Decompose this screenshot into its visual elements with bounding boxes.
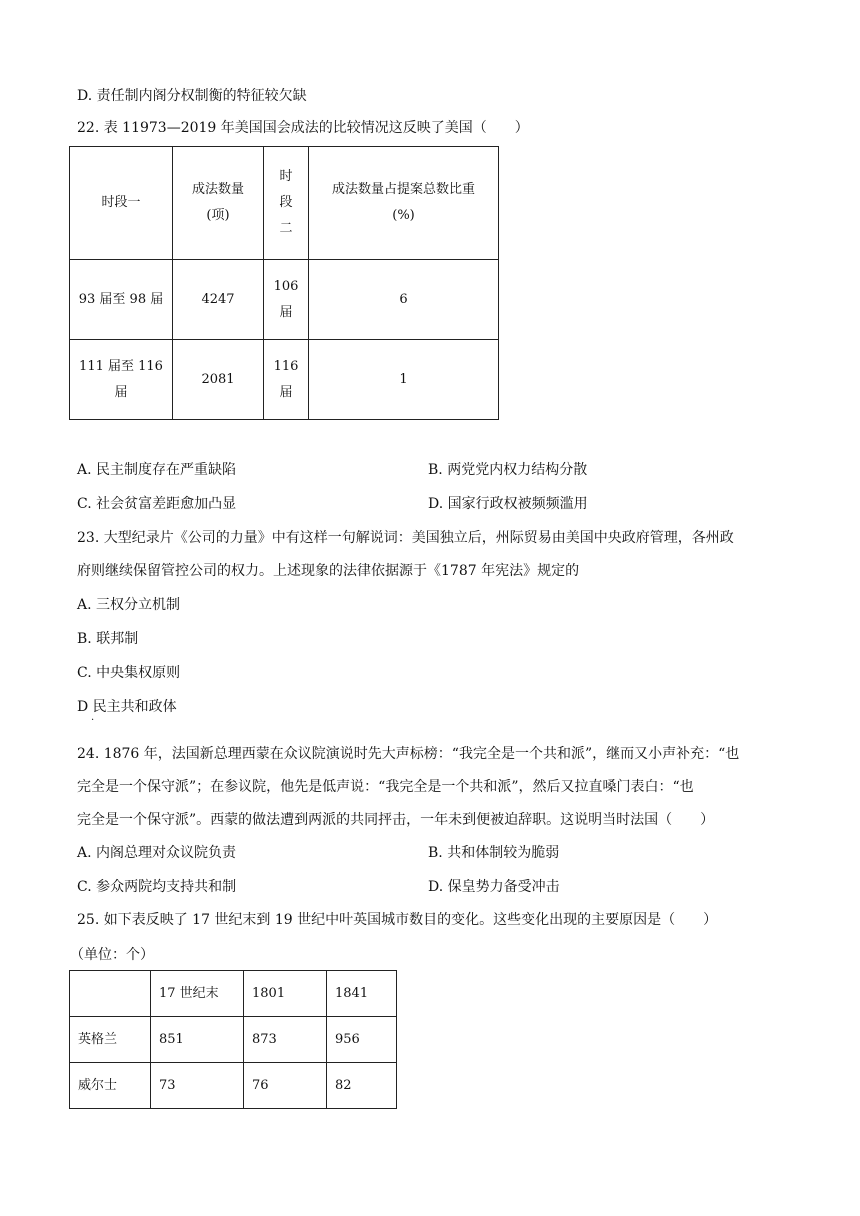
q23-stem-line1: 23. 大型纪录片《公司的力量》中有这样一句解说词：美国独立后，州际贸易由美国中央政府管理，各州政 bbox=[77, 530, 734, 546]
cell-text: 956 bbox=[335, 1031, 360, 1047]
cell-text: 116 届 bbox=[273, 358, 299, 400]
table-cell bbox=[173, 260, 264, 340]
table-cell bbox=[70, 1063, 151, 1109]
q25-unit: （单位：个） bbox=[70, 947, 154, 963]
table-cell bbox=[244, 1063, 327, 1109]
table-header-cell bbox=[327, 971, 397, 1017]
table-row bbox=[70, 1063, 397, 1109]
q22-stem: 22. 表 11973—2019 年美国国会成法的比较情况这反映了美国（ ） bbox=[77, 120, 529, 136]
table-header-row bbox=[70, 147, 499, 260]
table-cell bbox=[70, 260, 173, 340]
cell-text: 英格兰 bbox=[78, 1031, 118, 1047]
table-cell bbox=[151, 1063, 244, 1109]
q22-option-a: A. 民主制度存在严重缺陷 bbox=[77, 462, 237, 478]
table-cell bbox=[151, 1017, 244, 1063]
q22-option-b: B. 两党党内权力结构分散 bbox=[428, 462, 588, 478]
q24-option-d: D. 保皇势力备受冲击 bbox=[428, 879, 560, 895]
cell-text: 1 bbox=[399, 371, 408, 387]
cell-text: 106 届 bbox=[273, 278, 299, 320]
table-cell bbox=[70, 340, 173, 420]
q22-option-c: C. 社会贫富差距愈加凸显 bbox=[77, 496, 237, 512]
q24-option-b: B. 共和体制较为脆弱 bbox=[428, 845, 560, 861]
q24-stem-line1: 24. 1876 年，法国新总理西蒙在众议院演说时先大声标榜：“我完全是一个共和派”，继而又小声补充：“也 bbox=[77, 746, 740, 762]
table-cell bbox=[173, 340, 264, 420]
cell-text: 4247 bbox=[201, 291, 235, 307]
table-header-cell bbox=[151, 971, 244, 1017]
table-cell bbox=[309, 260, 499, 340]
header-text: 1801 bbox=[252, 985, 286, 1001]
q25-stem: 25. 如下表反映了 17 世纪末到 19 世纪中叶英国城市数目的变化。这些变化出现的主要原因是（ ） bbox=[77, 912, 718, 928]
q24-option-a: A. 内阁总理对众议院负责 bbox=[77, 845, 237, 861]
table-header-cell bbox=[244, 971, 327, 1017]
table-cell bbox=[70, 1017, 151, 1063]
table-cell bbox=[309, 340, 499, 420]
cell-text: 111 届至 116 届 bbox=[79, 358, 163, 400]
table-header-cell bbox=[309, 147, 499, 260]
cell-text: 93 届至 98 届 bbox=[78, 291, 164, 307]
table-header-cell bbox=[70, 147, 173, 260]
table-cell bbox=[264, 340, 309, 420]
header-text: 时段一 bbox=[101, 195, 141, 210]
header-text: 时 段 二 bbox=[279, 169, 293, 236]
q22-table bbox=[69, 146, 499, 420]
q24-stem-line2: 完全是一个保守派”；在参议院，他先是低声说：“我完全是一个共和派”，然后又拉直嗓门表白：“也 bbox=[77, 779, 694, 795]
header-text: 成法数量占提案总数比重 (%) bbox=[331, 182, 475, 223]
q23-option-d: D 民主共和政体 bbox=[77, 699, 177, 715]
cell-text: 76 bbox=[252, 1077, 269, 1093]
table-cell bbox=[327, 1063, 397, 1109]
table-row bbox=[70, 260, 499, 340]
cell-text: 851 bbox=[159, 1031, 184, 1047]
cell-text: 2081 bbox=[201, 371, 235, 387]
table-cell bbox=[244, 1017, 327, 1063]
table-cell bbox=[327, 1017, 397, 1063]
header-text: 17 世纪末 bbox=[159, 985, 219, 1001]
cell-text: 6 bbox=[399, 291, 408, 307]
table-row bbox=[70, 1017, 397, 1063]
table-header-cell bbox=[70, 971, 151, 1017]
table-header-cell bbox=[173, 147, 264, 260]
cell-text: 73 bbox=[159, 1077, 176, 1093]
header-text: 成法数量 (项) bbox=[191, 182, 244, 223]
q24-option-c: C. 参众两院均支持共和制 bbox=[77, 879, 237, 895]
header-text: 1841 bbox=[335, 985, 369, 1001]
q25-table bbox=[69, 970, 397, 1109]
q22-option-d: D. 国家行政权被频频滥用 bbox=[428, 496, 588, 512]
q23-option-a: A. 三权分立机制 bbox=[77, 597, 181, 613]
q23-option-b: B. 联邦制 bbox=[77, 631, 139, 647]
q23-option-c: C. 中央集权原则 bbox=[77, 665, 181, 681]
q21-option-d: D. 责任制内阁分权制衡的特征较欠缺 bbox=[77, 88, 307, 104]
table-header-row bbox=[70, 971, 397, 1017]
q23-stem-line2: 府则继续保留管控公司的权力。上述现象的法律依据源于《1787 年宪法》规定的 bbox=[77, 563, 580, 579]
cell-text: 873 bbox=[252, 1031, 277, 1047]
table-row bbox=[70, 340, 499, 420]
stray-dot: . bbox=[91, 712, 95, 723]
cell-text: 威尔士 bbox=[78, 1077, 118, 1093]
table-header-cell bbox=[264, 147, 309, 260]
cell-text: 82 bbox=[335, 1077, 352, 1093]
q24-stem-line3: 完全是一个保守派”。西蒙的做法遭到两派的共同抨击，一年未到便被迫辞职。这说明当时法国（ ） bbox=[77, 812, 715, 828]
table-cell bbox=[264, 260, 309, 340]
